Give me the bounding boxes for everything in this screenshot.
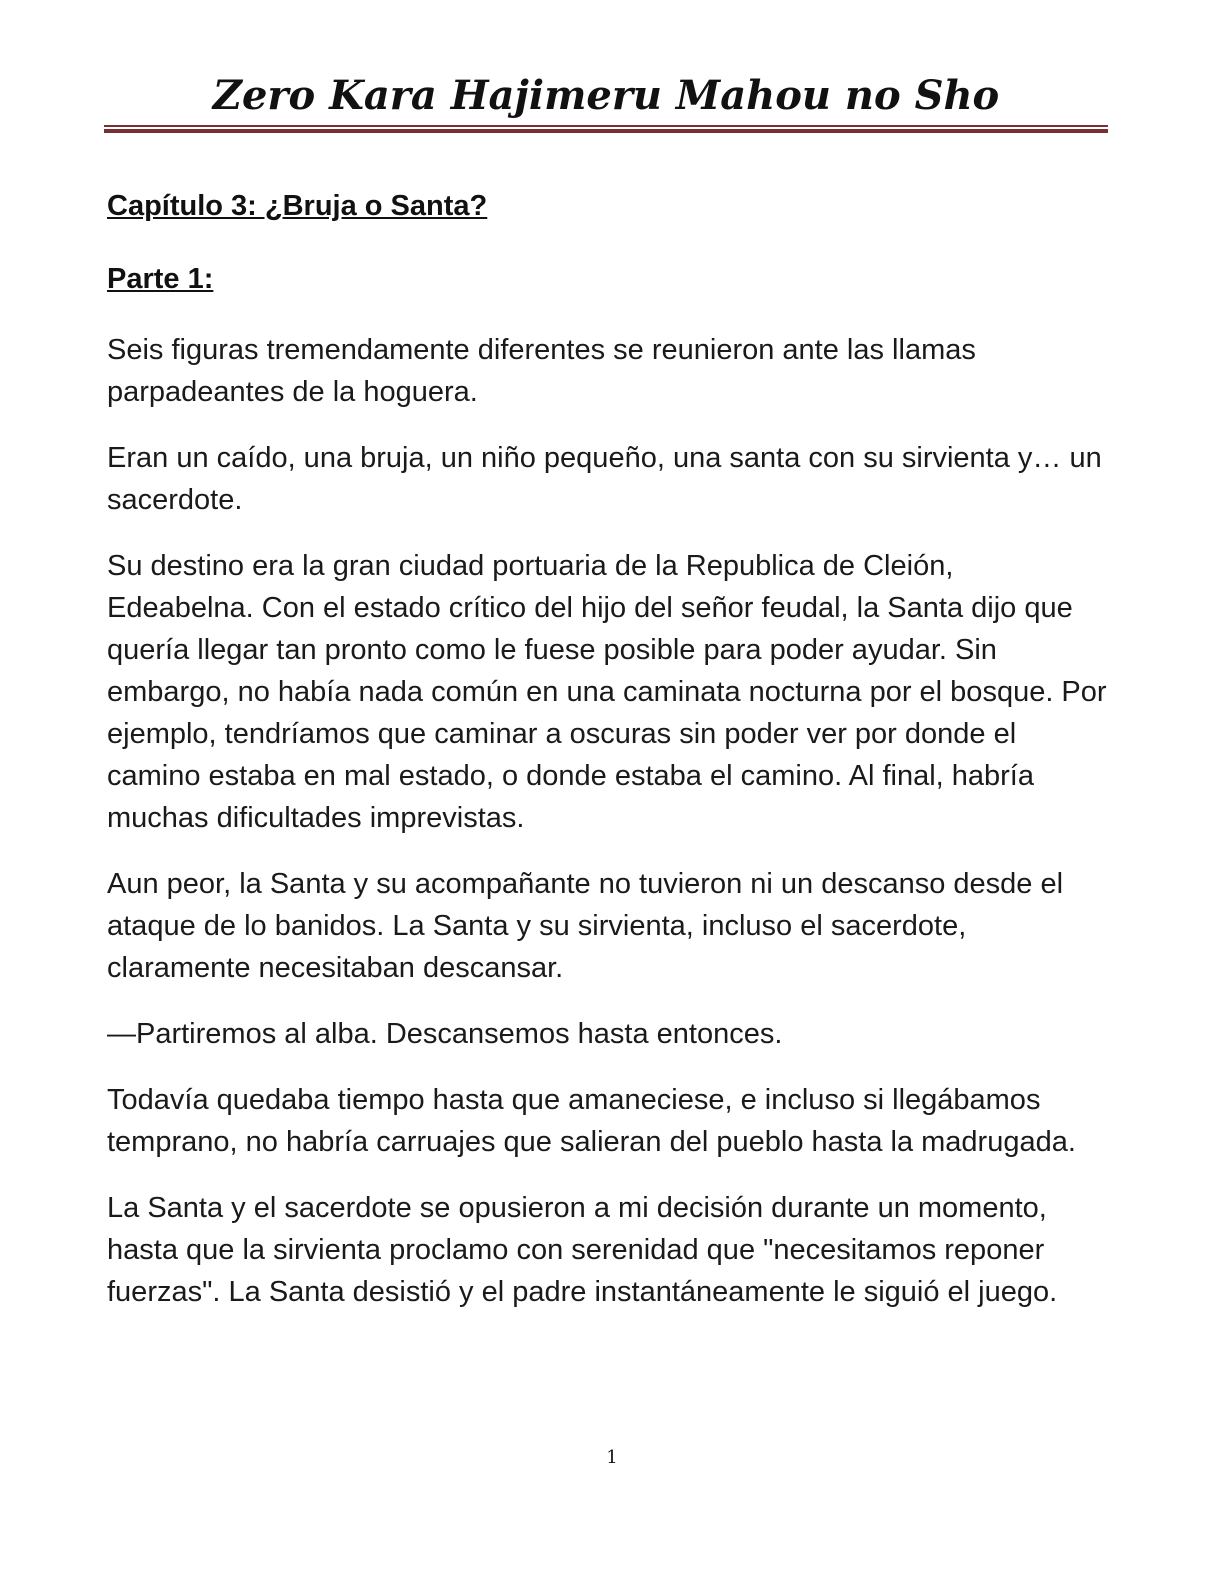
chapter-heading: Capítulo 3: ¿Bruja o Santa?: [107, 190, 488, 222]
header-divider-thick-line: [104, 129, 1108, 133]
document-header-title: Zero Kara Hajimeru Mahou no Sho: [212, 72, 1000, 119]
paragraph-1: Seis figuras tremendamente diferentes se reunieron ante las llamas parpadeantes de la hoguera.: [107, 334, 976, 408]
header-divider: [104, 125, 1108, 133]
paragraph-3: Su destino era la gran ciudad portuaria de la Republica de Cleión, Edeabelna. Con el estado crítico del hijo del señor feudal, la Santa dijo que quería llegar tan pronto como le fuese posible para poder ayudar. Sin embargo, no había nada común en una caminata nocturna por el bosque. Por ejemplo, tendríamos que caminar a oscuras sin poder ver por donde el camino estaba en mal estado, o donde estaba el camino. Al final, habría muchas dificultades imprevistas.: [107, 550, 1107, 834]
body-text: [107, 329, 1107, 1337]
paragraph-4: Aun peor, la Santa y su acompañante no tuvieron ni un descanso desde el ataque de lo banidos. La Santa y su sirvienta, incluso el sacerdote, claramente necesitaban descansar.: [107, 868, 1064, 984]
part-heading: Parte 1:: [107, 263, 214, 295]
page-number: 1: [606, 1447, 618, 1468]
paragraph-6: Todavía quedaba tiempo hasta que amaneciese, e incluso si llegábamos temprano, no habría carruajes que salieran del pueblo hasta la madrugada.: [107, 1084, 1076, 1158]
paragraph-5: —Partiremos al alba. Descansemos hasta entonces.: [107, 1018, 783, 1050]
paragraph-7: La Santa y el sacerdote se opusieron a mi decisión durante un momento, hasta que la sirvienta proclamo con serenidad que "necesitamos reponer fuerzas". La Santa desistió y el padre instantáneamente le siguió el juego.: [107, 1192, 1058, 1308]
paragraph-2: Eran un caído, una bruja, un niño pequeño, una santa con su sirvienta y… un sacerdote.: [107, 442, 1102, 516]
